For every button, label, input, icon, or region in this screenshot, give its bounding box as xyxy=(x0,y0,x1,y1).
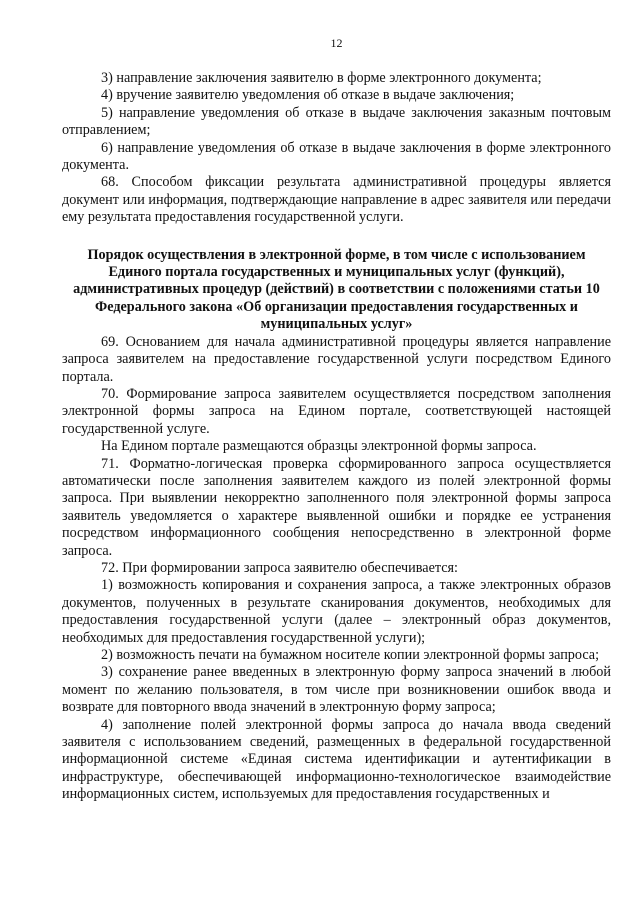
paragraph-item-6: 6) направление уведомления об отказе в выдаче заключения в форме электронного документа. xyxy=(62,139,611,174)
text-block-after xyxy=(62,334,611,804)
paragraph-item-3: 3) направление заключения заявителю в форме электронного документа; xyxy=(101,70,542,86)
paragraph-72-item-2: 2) возможность печати на бумажном носителе копии электронной формы запроса; xyxy=(101,647,600,663)
paragraph-71: 71. Форматно-логическая проверка сформированного запроса осуществляется автоматически после заполнения заявителем каждого из полей электронной формы запроса. При выявлении некорректно заполненного поля электронной формы запроса заявитель уведомляется о характере выявленной ошибки и порядке ее устранения посредством информационного сообщения непосредственно в электронной форме запроса. xyxy=(62,455,611,559)
paragraph-72-item-1: 1) возможность копирования и сохранения запроса, а также электронных образов документов, полученных в результате сканирования документов, необходимых для предоставления государственной услуги (далее – электронный образ документов, необходимых для предоставления государственной услуги); xyxy=(62,577,611,646)
paragraph-69: 69. Основанием для начала административной процедуры является направление запроса заявителем на предоставление государственной услуги посредством Единого портала. xyxy=(62,333,611,385)
section-heading: Порядок осуществления в электронной форме, в том числе с использованием Единого портала государственных и муниципальных услуг (функций), административных процедур (действий) в соответствии с положениями статьи 10 Федерального закона «Об организации предоставления государственных и муниципальных услуг» xyxy=(73,246,600,333)
paragraph-70: 70. Формирование запроса заявителем осуществляется посредством заполнения электронной формы запроса на Едином портале, соответствующей настоящей государственной услуге. xyxy=(62,385,611,437)
paragraph-72: 72. При формировании запроса заявителю обеспечивается: xyxy=(101,559,459,576)
page-number: 12 xyxy=(330,36,343,50)
paragraph-68: 68. Способом фиксации результата административной процедуры является документ или информация, подтверждающие направление в адрес заявителя или передачи ему результата предоставления государственной услуги. xyxy=(62,174,611,226)
paragraph-item-5: 5) направление уведомления об отказе в выдаче заключения заказным почтовым отправлением; xyxy=(62,104,611,139)
paragraph-72-item-4: 4) заполнение полей электронной формы запроса до начала ввода сведений заявителя с использованием сведений, размещенных в федеральной государственной информационной системе «Единая система идентификации и аутентификации в инфраструктуре, обеспечивающей информационно-технологическое взаимодействие информационных систем, используемых для предоставления государственных и xyxy=(62,716,611,803)
paragraph-portal-samples: На Едином портале размещаются образцы электронной формы запроса. xyxy=(101,438,537,455)
text-block-before xyxy=(62,70,611,227)
paragraph-item-4: 4) вручение заявителю уведомления об отказе в выдаче заключения; xyxy=(101,87,515,104)
paragraph-72-item-3: 3) сохранение ранее введенных в электронную форму запроса значений в любой момент по желанию пользователя, в том числе при возникновении ошибок ввода и возврате для повторного ввода значений в электронную форму запроса; xyxy=(62,664,611,716)
